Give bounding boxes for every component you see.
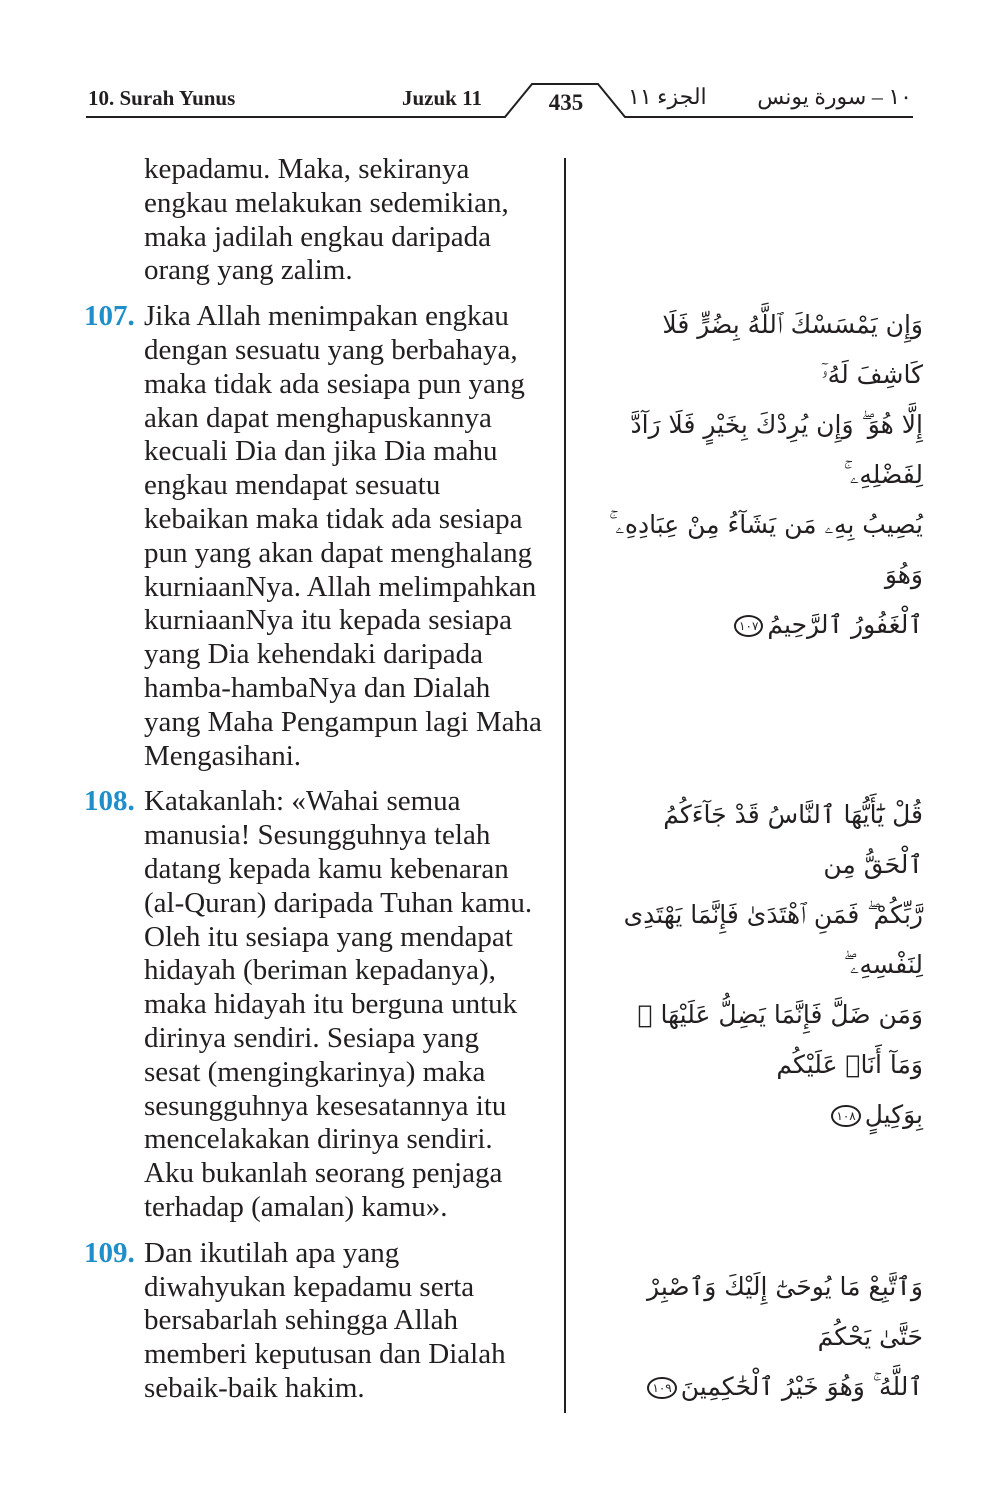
verse-number: 109. xyxy=(84,1236,135,1269)
arabic-verse-text: وَٱتَّبِعْ مَا يُوحَىٰٓ إِلَيْكَ وَٱصْبِرْ حَتَّىٰ يَحْكُمَ ٱللَّهُ ۚ وَهُوَ خَيْرُ ٱلْحَٰكِمِينَ xyxy=(647,1272,923,1401)
verse-number-spacer xyxy=(84,153,144,288)
arabic-verse-107 xyxy=(598,300,923,650)
header-surah-latin: 10. Surah Yunus xyxy=(88,86,236,110)
header-rule xyxy=(0,0,1000,130)
verse-number: 108. xyxy=(84,785,135,818)
page-header xyxy=(0,0,1000,130)
header-juzuk-latin: Juzuk 11 xyxy=(402,86,482,110)
verse-text: Dan ikutilah apa yang diwahyukan kepadamu serta bersabarlah sehingga Allah memberi keputusan dan Dialah sebaik-baik hakim. xyxy=(144,1236,506,1404)
arabic-verse-108 xyxy=(598,790,923,1140)
verse-end-marker: ١٠٨ xyxy=(831,1105,860,1127)
continuation-text: kepadamu. Maka, sekiranya engkau melakukan sedemikian, maka jadilah engkau daripada orang yang zalim. xyxy=(144,153,509,287)
verse-number: 107. xyxy=(84,300,135,333)
arabic-verse-109 xyxy=(598,1262,923,1412)
header-surah-arabic: ١٠ – سورة يونس xyxy=(757,84,912,109)
verse-end-marker: ١٠٧ xyxy=(734,615,763,637)
page-number: 435 xyxy=(548,90,584,115)
translation-verse-109 xyxy=(84,1237,562,1406)
translation-verse-108 xyxy=(84,785,562,1224)
translation-column xyxy=(84,153,562,1418)
translation-verse-107 xyxy=(84,300,562,773)
arabic-verse-text: قُلْ يَٰٓأَيُّهَا ٱلنَّاسُ قَدْ جَآءَكُمُ ٱلْحَقُّ مِن رَّبِّكُمْ ۖ فَمَنِ ٱهْتَدَىٰ فَإِنَّمَا يَهْتَدِى لِنَفْسِهِۦ ۖ وَمَن ضَلَّ فَإِنَّمَا يَضِلُّ عَلَيْهَا ۖ وَمَآ أَنَا۠ عَلَيْكُم بِوَكِيلٍ xyxy=(623,800,923,1129)
verse-text: Katakanlah: «Wahai semua manusia! Sesungguhnya telah datang kepada kamu kebenaran (al-Quran) daripada Tuhan kamu. Oleh itu sesiapa yang mendapat hidayah (beriman kepadanya), maka hidayah itu berguna untuk dirinya sendiri. Sesiapa yang sesat (mengingkarinya) maka sesungguhnya kesesatannya itu mencelakakan dirinya sendiri. Aku bukanlah seorang penjaga terhadap (amalan) kamu». xyxy=(144,785,533,1223)
arabic-verse-text: وَإِن يَمْسَسْكَ ٱللَّهُ بِضُرٍّ فَلَا كَاشِفَ لَهُۥٓ إِلَّا هُوَ ۖ وَإِن يُرِدْكَ بِخَيْرٍ فَلَا رَآدَّ لِفَضْلِهِۦ ۚ يُصِيبُ بِهِۦ مَن يَشَآءُ مِنْ عِبَادِهِۦ ۚ وَهُوَ ٱلْغَفُورُ ٱلرَّحِيمُ xyxy=(609,310,923,639)
verse-end-marker: ١٠٩ xyxy=(647,1377,676,1399)
translation-continuation xyxy=(84,153,562,288)
header-juzuk-arabic: الجزء ١١ xyxy=(628,84,707,109)
verse-text: Jika Allah menimpakan engkau dengan sesuatu yang berbahaya, maka tidak ada sesiapa pun yang akan dapat menghapuskannya kecuali Dia dan jika Dia mahu engkau mendapat sesuatu kebaikan maka tidak ada sesiapa pun yang akan dapat menghalang kurniaanNya. Allah melimpahkan kurniaanNya itu kepada sesiapa yang Dia kehendaki daripada hamba-hambaNya dan Dialah yang Maha Pengampun lagi Maha Mengasihani. xyxy=(144,300,542,772)
column-divider xyxy=(564,158,566,1413)
